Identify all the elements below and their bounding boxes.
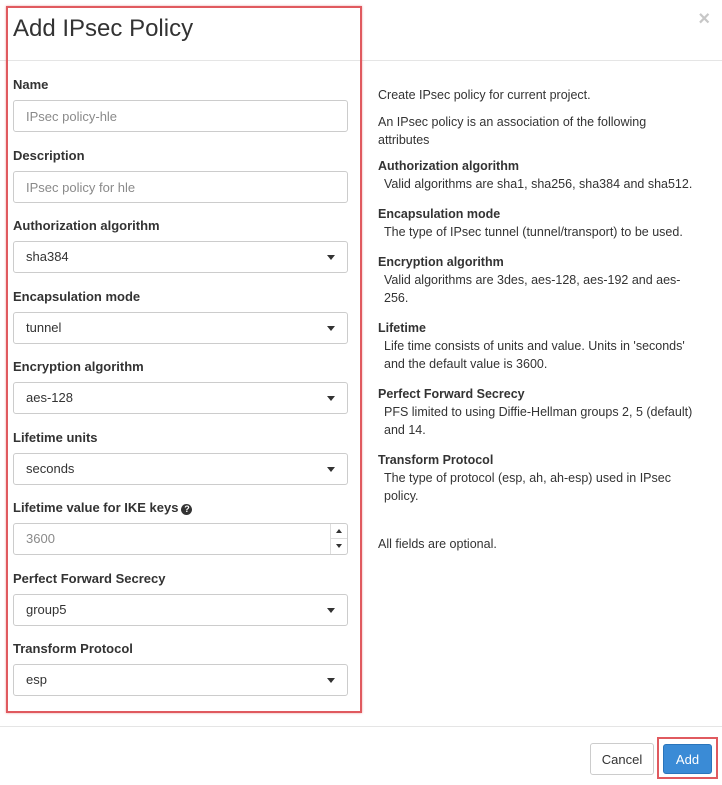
encryption-algorithm-value: aes-128 [26,390,73,405]
spin-up-icon[interactable] [331,524,347,539]
name-label: Name [13,77,49,92]
lifetime-value-input[interactable] [13,523,348,555]
help-item [378,451,713,505]
transform-protocol-label: Transform Protocol [13,641,133,656]
help-desc: PFS limited to using Diffie-Hellman groups 2, 5 (default) and 14. [384,405,693,437]
transform-protocol-value: esp [26,672,47,687]
cancel-button[interactable]: Cancel [590,743,654,775]
number-spinner [330,524,347,554]
help-term: Lifetime [378,321,426,335]
lifetime-value-field-group [13,500,348,546]
chevron-down-icon [327,255,335,260]
chevron-down-icon [327,678,335,683]
optional-fields-note: All fields are optional. [378,537,497,551]
description-field-group [13,148,348,164]
help-item [378,385,713,439]
lifetime-units-select[interactable] [13,453,348,485]
pfs-field-group [13,571,348,617]
name-field-group [13,77,348,93]
help-desc: Life time consists of units and value. Units in 'seconds' and the default value is 3600. [384,339,685,371]
help-desc: The type of IPsec tunnel (tunnel/transport) to be used. [384,225,683,239]
lifetime-units-value: seconds [26,461,75,476]
help-desc: Valid algorithms are sha1, sha256, sha384 and sha512. [384,177,693,191]
pfs-value: group5 [26,602,67,617]
lifetime-value-label-wrap [13,500,348,516]
encryption-algorithm-field-group [13,359,348,405]
help-item [378,319,713,373]
description-label: Description [13,148,85,163]
help-intro: Create IPsec policy for current project. [378,88,591,102]
auth-algorithm-select[interactable] [13,241,348,273]
lifetime-units-label: Lifetime units [13,430,98,445]
chevron-down-icon [327,326,335,331]
help-term: Authorization algorithm [378,159,519,173]
help-desc: The type of protocol (esp, ah, ah-esp) used in IPsec policy. [384,471,671,503]
help-item [378,157,713,193]
chevron-down-icon [327,467,335,472]
transform-protocol-select[interactable] [13,664,348,696]
encryption-algorithm-select[interactable] [13,382,348,414]
help-term: Encapsulation mode [378,207,501,221]
encapsulation-mode-label: Encapsulation mode [13,289,141,304]
dialog-title: Add IPsec Policy [13,15,194,42]
transform-protocol-field-group [13,641,348,687]
help-item [378,205,713,241]
lifetime-value-label: Lifetime value for IKE keys [13,500,179,515]
pfs-select[interactable] [13,594,348,626]
help-item [378,253,713,307]
help-term: Encryption algorithm [378,255,504,269]
lifetime-units-field-group [13,430,348,476]
add-button[interactable]: Add [663,744,712,774]
spin-down-icon[interactable] [331,539,347,554]
help-intro-attributes: An IPsec policy is an association of the following attributes [378,115,647,147]
help-term: Perfect Forward Secrecy [378,387,525,401]
encapsulation-mode-value: tunnel [26,320,62,335]
help-desc: Valid algorithms are 3des, aes-128, aes-192 and aes-256. [384,273,681,305]
encapsulation-mode-select[interactable] [13,312,348,344]
auth-algorithm-value: sha384 [26,249,69,264]
encapsulation-mode-field-group [13,289,348,335]
name-input[interactable] [13,100,348,132]
close-icon[interactable]: × [698,8,710,30]
chevron-down-icon [327,608,335,613]
modal-footer [0,726,722,785]
description-input[interactable] [13,171,348,203]
pfs-label: Perfect Forward Secrecy [13,571,166,586]
modal-header [0,0,722,61]
auth-algorithm-label: Authorization algorithm [13,218,160,233]
auth-algorithm-field-group [13,218,348,264]
lifetime-value-text: 3600 [26,531,55,546]
help-term: Transform Protocol [378,453,494,467]
question-circle-icon[interactable]: ? [181,504,192,515]
encryption-algorithm-label: Encryption algorithm [13,359,144,374]
chevron-down-icon [327,396,335,401]
